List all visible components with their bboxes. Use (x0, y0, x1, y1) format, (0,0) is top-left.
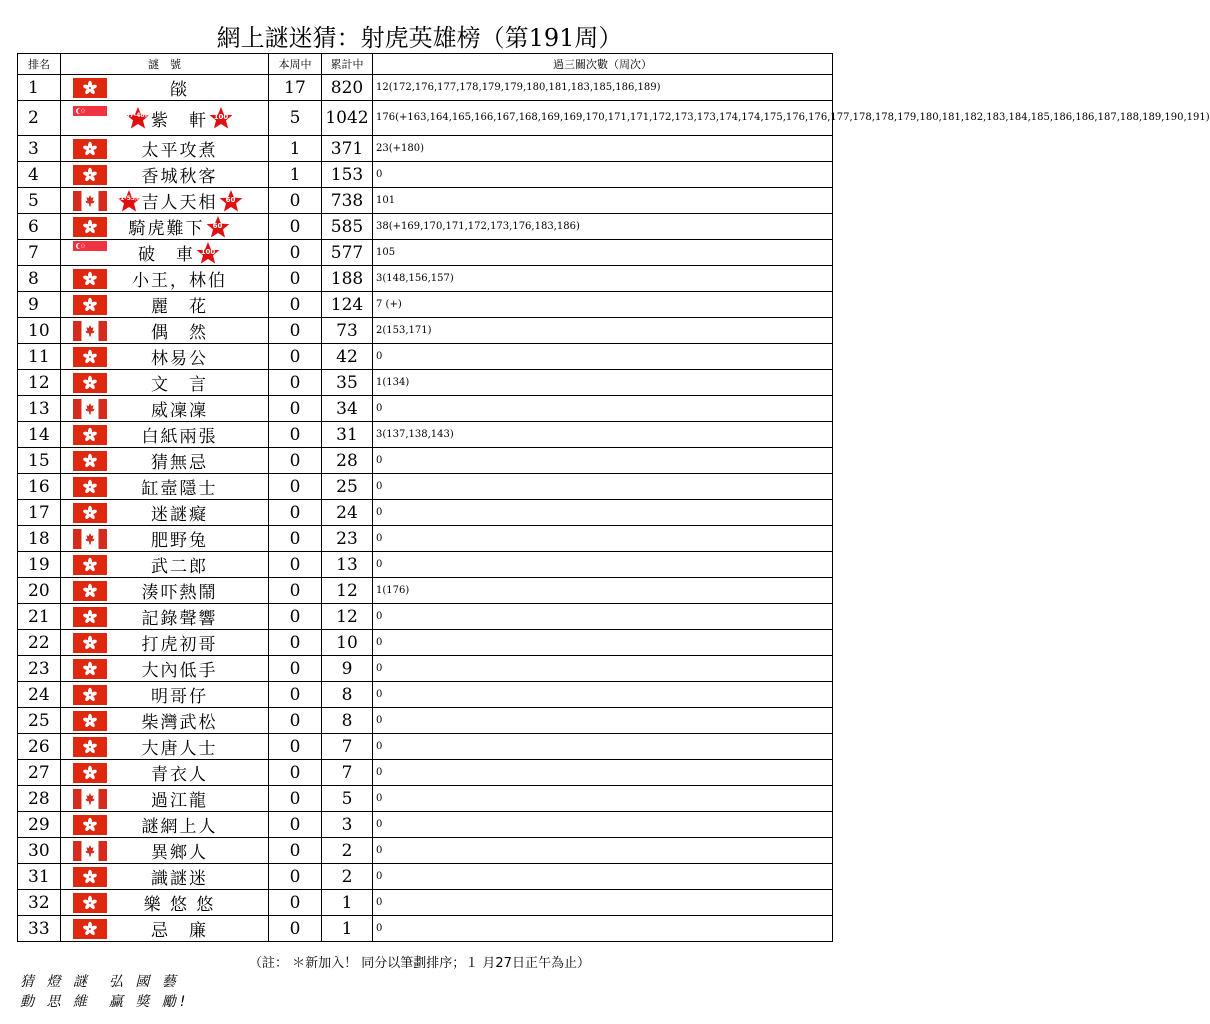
table-header-row (18, 54, 833, 75)
table-row (18, 422, 833, 448)
star-badge-label: 51-55周 (115, 194, 142, 202)
total-hits-cell: 13 (322, 552, 373, 578)
player-name: 明哥仔 (151, 687, 208, 707)
rank-cell: 16 (18, 474, 61, 500)
header-total: 累計中 (322, 54, 373, 75)
name-cell (61, 240, 269, 266)
hong-kong-flag-icon (73, 815, 107, 835)
rank-cell: 3 (18, 136, 61, 162)
history-cell: 105 (373, 240, 833, 266)
rank-cell: 2 (18, 101, 61, 136)
rank-cell: 18 (18, 526, 61, 552)
week-hits-cell: 0 (269, 318, 322, 344)
table-row (18, 344, 833, 370)
hong-kong-flag-icon (73, 78, 107, 98)
total-hits-cell: 24 (322, 500, 373, 526)
table-row (18, 864, 833, 890)
name-cell (61, 734, 269, 760)
table-row (18, 101, 833, 136)
total-hits-cell: 25 (322, 474, 373, 500)
player-name: 吉人天相 (141, 193, 218, 213)
table-row (18, 578, 833, 604)
history-cell: 2(153,171) (373, 318, 833, 344)
total-hits-cell: 371 (322, 136, 373, 162)
name-cell (61, 344, 269, 370)
player-name: 猜無忌 (151, 453, 208, 473)
star-badge-icon (125, 106, 151, 130)
week-hits-cell: 0 (269, 292, 322, 318)
player-name: 武二郎 (151, 557, 208, 577)
star-badge-icon (205, 215, 231, 239)
week-hits-cell: 1 (269, 136, 322, 162)
table-row (18, 838, 833, 864)
name-cell (61, 370, 269, 396)
player-name: 小王，林伯 (132, 271, 227, 291)
singapore-flag-icon (73, 106, 107, 126)
name-cell (61, 500, 269, 526)
week-hits-cell: 0 (269, 890, 322, 916)
name-cell (61, 396, 269, 422)
hong-kong-flag-icon (73, 347, 107, 367)
player-name: 過江龍 (151, 791, 208, 811)
rank-cell: 23 (18, 656, 61, 682)
hong-kong-flag-icon (73, 893, 107, 913)
player-name: 迷謎癡 (151, 505, 208, 525)
player-name: 騎虎難下 (128, 219, 205, 239)
slogan-line-2: 動 思 維 贏 獎 勵! (20, 994, 190, 1010)
name-cell (61, 656, 269, 682)
table-row (18, 448, 833, 474)
canada-flag-icon (73, 529, 107, 549)
week-hits-cell: 5 (269, 101, 322, 136)
table-row (18, 500, 833, 526)
star-badge-icon (116, 189, 142, 213)
week-hits-cell: 0 (269, 812, 322, 838)
week-hits-cell: 0 (269, 370, 322, 396)
player-name: 偶 然 (151, 323, 208, 343)
rank-cell: 11 (18, 344, 61, 370)
total-hits-cell: 10 (322, 630, 373, 656)
history-cell: 7 (+) (373, 292, 833, 318)
total-hits-cell: 1 (322, 916, 373, 942)
rank-cell: 20 (18, 578, 61, 604)
name-cell (61, 188, 269, 214)
history-cell: 101 (373, 188, 833, 214)
history-cell: 1(176) (373, 578, 833, 604)
table-row (18, 604, 833, 630)
history-cell: 0 (373, 162, 833, 188)
table-row (18, 890, 833, 916)
rank-cell: 32 (18, 890, 61, 916)
total-hits-cell: 7 (322, 734, 373, 760)
total-hits-cell: 1042 (322, 101, 373, 136)
name-cell (61, 552, 269, 578)
hong-kong-flag-icon (73, 295, 107, 315)
table-row (18, 162, 833, 188)
table-row (18, 370, 833, 396)
player-name: 異鄉人 (151, 843, 208, 863)
table-row (18, 266, 833, 292)
table-row (18, 708, 833, 734)
week-hits-cell: 0 (269, 448, 322, 474)
week-hits-cell: 0 (269, 656, 322, 682)
total-hits-cell: 8 (322, 682, 373, 708)
rank-cell: 14 (18, 422, 61, 448)
history-cell: 0 (373, 734, 833, 760)
table-row (18, 812, 833, 838)
rank-cell: 22 (18, 630, 61, 656)
total-hits-cell: 3 (322, 812, 373, 838)
hong-kong-flag-icon (73, 269, 107, 289)
rank-cell: 17 (18, 500, 61, 526)
player-name: 柴灣武松 (141, 713, 218, 733)
name-cell (61, 162, 269, 188)
week-hits-cell: 0 (269, 786, 322, 812)
total-hits-cell: 7 (322, 760, 373, 786)
table-row (18, 786, 833, 812)
total-hits-cell: 820 (322, 75, 373, 101)
hong-kong-flag-icon (73, 763, 107, 783)
table-row (18, 474, 833, 500)
player-name: 樂 悠 悠 (143, 895, 216, 915)
week-hits-cell: 0 (269, 760, 322, 786)
name-cell (61, 890, 269, 916)
total-hits-cell: 2 (322, 864, 373, 890)
total-hits-cell: 31 (322, 422, 373, 448)
history-cell: 12(172,176,177,178,179,179,180,181,183,185,186,189) (373, 75, 833, 101)
star-badge-label: 60 (225, 195, 236, 204)
total-hits-cell: 12 (322, 578, 373, 604)
total-hits-cell: 9 (322, 656, 373, 682)
total-hits-cell: 8 (322, 708, 373, 734)
history-cell: 0 (373, 812, 833, 838)
rank-cell: 28 (18, 786, 61, 812)
player-name: 紫 軒 (151, 110, 208, 131)
name-cell (61, 838, 269, 864)
total-hits-cell: 124 (322, 292, 373, 318)
hong-kong-flag-icon (73, 139, 107, 159)
player-name: 肥野兔 (151, 531, 208, 551)
total-hits-cell: 153 (322, 162, 373, 188)
star-badge-icon (218, 189, 244, 213)
week-hits-cell: 0 (269, 214, 322, 240)
week-hits-cell: 0 (269, 474, 322, 500)
name-cell (61, 812, 269, 838)
player-name: 記錄聲響 (141, 609, 218, 629)
rank-cell: 24 (18, 682, 61, 708)
week-hits-cell: 0 (269, 422, 322, 448)
name-cell (61, 526, 269, 552)
name-cell (61, 101, 269, 136)
player-name: 打虎初哥 (141, 635, 218, 655)
table-row (18, 656, 833, 682)
week-hits-cell: 0 (269, 682, 322, 708)
rank-cell: 21 (18, 604, 61, 630)
week-hits-cell: 0 (269, 916, 322, 942)
history-cell: 0 (373, 500, 833, 526)
week-hits-cell: 0 (269, 188, 322, 214)
total-hits-cell: 28 (322, 448, 373, 474)
table-row (18, 188, 833, 214)
rank-cell: 4 (18, 162, 61, 188)
name-cell (61, 630, 269, 656)
table-row (18, 526, 833, 552)
history-cell: 0 (373, 552, 833, 578)
footer-note: （註： ＊新加入！ 同分以筆劃排序；１ 月27日正午為止） (249, 956, 590, 971)
total-hits-cell: 73 (322, 318, 373, 344)
history-cell: 0 (373, 604, 833, 630)
week-hits-cell: 0 (269, 578, 322, 604)
hong-kong-flag-icon (73, 737, 107, 757)
week-hits-cell: 0 (269, 864, 322, 890)
name-cell (61, 266, 269, 292)
player-name: 缸壼隱士 (141, 479, 218, 499)
player-name: 威凜凜 (151, 401, 208, 421)
hong-kong-flag-icon (73, 685, 107, 705)
rank-cell: 26 (18, 734, 61, 760)
player-name: 燄 (170, 80, 189, 100)
name-cell (61, 422, 269, 448)
name-cell (61, 474, 269, 500)
singapore-flag-icon (73, 241, 107, 261)
player-name: 忌 廉 (151, 921, 208, 941)
header-week: 本周中 (269, 54, 322, 75)
header-name: 謎 號 (61, 54, 269, 75)
canada-flag-icon (73, 841, 107, 861)
name-cell (61, 292, 269, 318)
history-cell: 1(134) (373, 370, 833, 396)
page-title: 網上謎迷猜：射虎英雄榜（第191周） (216, 24, 623, 52)
total-hits-cell: 738 (322, 188, 373, 214)
history-cell: 0 (373, 760, 833, 786)
table-row (18, 682, 833, 708)
star-badge-label: 37-40周 (125, 112, 151, 119)
canada-flag-icon (73, 191, 107, 211)
history-cell: 0 (373, 656, 833, 682)
star-badge-label: 60 (212, 221, 223, 230)
table-row (18, 240, 833, 266)
history-cell: 0 (373, 890, 833, 916)
name-cell (61, 916, 269, 942)
week-hits-cell: 0 (269, 552, 322, 578)
rank-cell: 1 (18, 75, 61, 101)
table-row (18, 760, 833, 786)
table-row (18, 552, 833, 578)
rank-cell: 8 (18, 266, 61, 292)
history-cell: 0 (373, 838, 833, 864)
name-cell (61, 318, 269, 344)
history-cell: 0 (373, 682, 833, 708)
player-name: 破 車 (138, 245, 195, 265)
history-cell: 0 (373, 916, 833, 942)
rank-cell: 10 (18, 318, 61, 344)
rank-cell: 29 (18, 812, 61, 838)
table-row (18, 630, 833, 656)
history-cell: 3(137,138,143) (373, 422, 833, 448)
name-cell (61, 604, 269, 630)
total-hits-cell: 35 (322, 370, 373, 396)
player-name: 香城秋客 (141, 167, 218, 187)
hong-kong-flag-icon (73, 477, 107, 497)
player-name: 青衣人 (151, 765, 208, 785)
rank-cell: 6 (18, 214, 61, 240)
total-hits-cell: 188 (322, 266, 373, 292)
table-row (18, 136, 833, 162)
name-cell (61, 578, 269, 604)
hong-kong-flag-icon (73, 867, 107, 887)
week-hits-cell: 0 (269, 266, 322, 292)
total-hits-cell: 585 (322, 214, 373, 240)
history-cell: 0 (373, 396, 833, 422)
player-name: 白紙兩張 (141, 427, 218, 447)
star-badge-label: 100 (200, 247, 216, 256)
week-hits-cell: 0 (269, 240, 322, 266)
hong-kong-flag-icon (73, 425, 107, 445)
player-name: 湊吓熱鬧 (141, 583, 218, 603)
rank-cell: 15 (18, 448, 61, 474)
week-hits-cell: 0 (269, 630, 322, 656)
rank-cell: 31 (18, 864, 61, 890)
star-badge-label: 100 (213, 113, 229, 121)
name-cell (61, 136, 269, 162)
rank-cell: 27 (18, 760, 61, 786)
total-hits-cell: 2 (322, 838, 373, 864)
table-row (18, 916, 833, 942)
rank-cell: 12 (18, 370, 61, 396)
hong-kong-flag-icon (73, 555, 107, 575)
rank-cell: 7 (18, 240, 61, 266)
header-history: 過三關次數（周次） (373, 54, 833, 75)
week-hits-cell: 0 (269, 396, 322, 422)
hong-kong-flag-icon (73, 659, 107, 679)
history-cell: 3(148,156,157) (373, 266, 833, 292)
rank-cell: 5 (18, 188, 61, 214)
player-name: 大唐人士 (141, 739, 218, 759)
week-hits-cell: 0 (269, 500, 322, 526)
total-hits-cell: 12 (322, 604, 373, 630)
total-hits-cell: 5 (322, 786, 373, 812)
hong-kong-flag-icon (73, 919, 107, 939)
hong-kong-flag-icon (73, 503, 107, 523)
name-cell (61, 760, 269, 786)
rank-cell: 30 (18, 838, 61, 864)
table-row (18, 75, 833, 101)
week-hits-cell: 17 (269, 75, 322, 101)
rank-cell: 9 (18, 292, 61, 318)
total-hits-cell: 1 (322, 890, 373, 916)
history-cell: 0 (373, 864, 833, 890)
total-hits-cell: 23 (322, 526, 373, 552)
history-cell: 176(+163,164,165,166,167,168,169,169,170,171,171,172,173,173,174,174,175,176,176,177,178,178,179,180,181,182,183,184,185,186,186,187,188,189,190,191) (373, 101, 833, 136)
table-row (18, 214, 833, 240)
week-hits-cell: 0 (269, 604, 322, 630)
history-cell: 0 (373, 526, 833, 552)
name-cell (61, 75, 269, 101)
star-badge-icon (208, 106, 234, 130)
canada-flag-icon (73, 399, 107, 419)
player-name: 識謎迷 (151, 869, 208, 889)
table-row (18, 292, 833, 318)
hong-kong-flag-icon (73, 581, 107, 601)
rank-cell: 25 (18, 708, 61, 734)
name-cell (61, 786, 269, 812)
header-rank: 排名 (18, 54, 61, 75)
history-cell: 0 (373, 630, 833, 656)
player-name: 謎網上人 (141, 817, 218, 837)
history-cell: 0 (373, 344, 833, 370)
rank-cell: 19 (18, 552, 61, 578)
hong-kong-flag-icon (73, 711, 107, 731)
player-name: 太平攻煮 (141, 141, 218, 161)
table-row (18, 396, 833, 422)
rank-cell: 13 (18, 396, 61, 422)
rank-cell: 33 (18, 916, 61, 942)
history-cell: 38(+169,170,171,172,173,176,183,186) (373, 214, 833, 240)
slogan-line-1: 猜 燈 謎 弘 國 藝 (20, 974, 180, 990)
table-row (18, 734, 833, 760)
player-name: 麗 花 (151, 297, 208, 317)
history-cell: 0 (373, 448, 833, 474)
week-hits-cell: 1 (269, 162, 322, 188)
name-cell (61, 708, 269, 734)
player-name: 林易公 (151, 349, 208, 369)
table-row (18, 318, 833, 344)
week-hits-cell: 0 (269, 734, 322, 760)
name-cell (61, 448, 269, 474)
hong-kong-flag-icon (73, 607, 107, 627)
hong-kong-flag-icon (73, 451, 107, 471)
ranking-table (17, 53, 1210, 942)
hong-kong-flag-icon (73, 373, 107, 393)
total-hits-cell: 577 (322, 240, 373, 266)
total-hits-cell: 42 (322, 344, 373, 370)
player-name: 大內低手 (141, 661, 218, 681)
canada-flag-icon (73, 321, 107, 341)
history-cell: 0 (373, 786, 833, 812)
total-hits-cell: 34 (322, 396, 373, 422)
name-cell (61, 682, 269, 708)
hong-kong-flag-icon (73, 633, 107, 653)
week-hits-cell: 0 (269, 526, 322, 552)
name-cell (61, 214, 269, 240)
hong-kong-flag-icon (73, 165, 107, 185)
week-hits-cell: 0 (269, 344, 322, 370)
history-cell: 0 (373, 474, 833, 500)
history-cell: 0 (373, 708, 833, 734)
week-hits-cell: 0 (269, 708, 322, 734)
canada-flag-icon (73, 789, 107, 809)
history-cell: 23(+180) (373, 136, 833, 162)
player-name: 文 言 (151, 375, 208, 395)
week-hits-cell: 0 (269, 838, 322, 864)
hong-kong-flag-icon (73, 217, 107, 237)
name-cell (61, 864, 269, 890)
star-badge-icon (195, 241, 221, 265)
